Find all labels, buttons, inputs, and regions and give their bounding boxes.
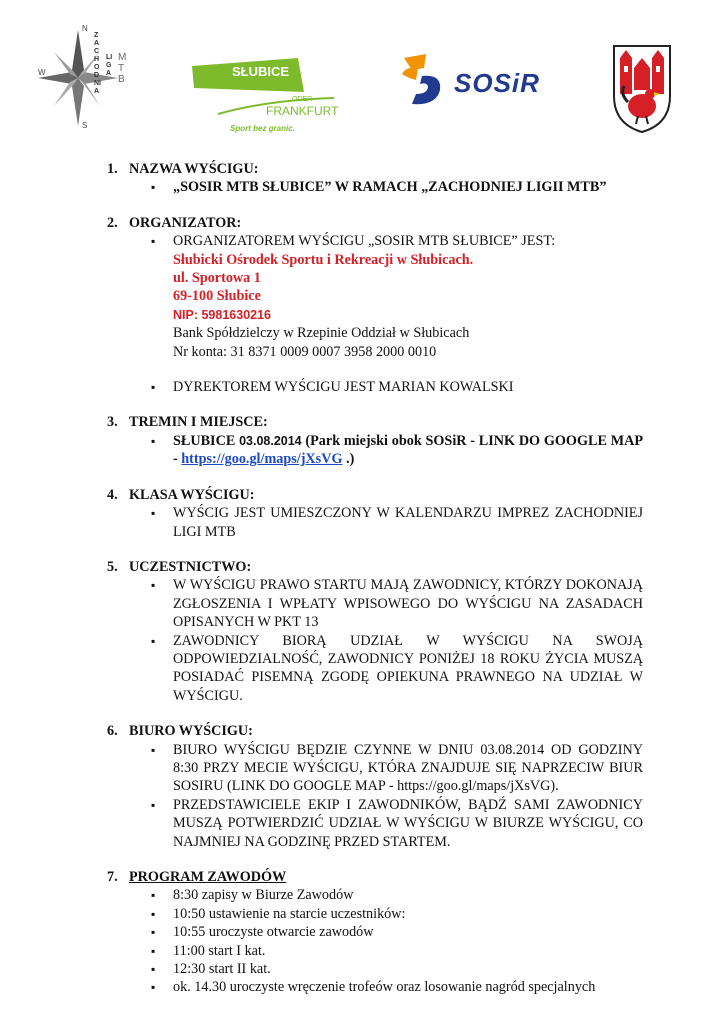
compass-s: S <box>82 121 88 130</box>
section-title: BIURO WYŚCIGU: <box>129 723 253 740</box>
google-map-link[interactable]: https://goo.gl/maps/jXsVG <box>181 451 343 468</box>
section-participation <box>107 558 643 705</box>
compass-col3: MTB <box>118 52 127 85</box>
list-item: ▪ WYŚCIG JEST UMIESZCZONY W KALENDARZU IMPREZ ZACHODNIEJ LIGI MTB <box>151 504 643 541</box>
list-item: ▪ DYREKTOREM WYŚCIGU JEST MARIAN KOWALSKI <box>151 378 643 396</box>
section-title: TREMIN I MIEJSCE: <box>129 414 268 431</box>
list-item: ▪ W WYŚCIGU PRAWO STARTU MAJĄ ZAWODNICY, KTÓRZY DOKONAJĄ ZGŁOSZENIA I WPŁATY WPISOWEGO DO WYŚCIGU NA ZASADACH OPISANYCH W PKT 13 <box>151 576 643 631</box>
zachodnia-liga-mtb-logo <box>30 22 135 132</box>
compass-n: N <box>82 24 88 33</box>
list-item: ▪ 10:55 uroczyste otwarcie zawodów <box>151 923 643 941</box>
section-number: 6. <box>107 723 118 740</box>
list-item: ▪ ZAWODNICY BIORĄ UDZIAŁ W WYŚCIGU NA SWOJĄ ODPOWIEDZIALNOŚĆ, ZAWODNICY PONIŻEJ 18 ROKU ŻYCIA MUSZĄ POSIADAĆ PISEMNĄ ZGODĘ OPIEKUNA PRAWNEGO NA UDZIAŁ W WYŚCIGU. <box>151 632 643 706</box>
list-item: ▪ PRZEDSTAWICIELE EKIP I ZAWODNIKÓW, BĄDŹ SAMI ZAWODNICY MUSZĄ POTWIERDZIĆ UDZIAŁ W WYŚCIGU W BIURZE WYŚCIGU, CO NAJMNIEJ NA GODZINĘ PRZED STARTEM. <box>151 796 643 851</box>
place-description: (Park miejski obok SOSiR - LINK DO GOOGLE MAP - <box>173 432 644 468</box>
organizer-city: 69-100 Słubice <box>173 288 261 305</box>
slubice-coat-of-arms <box>612 44 672 134</box>
section-title: KLASA WYŚCIGU: <box>129 486 255 503</box>
frankfurt-label: FRANKFURT <box>266 104 339 118</box>
slubice-tagline: Sport bez granic. <box>230 124 295 133</box>
organizer-intro: ▪ ORGANIZATOREM WYŚCIGU „SOSIR MTB SŁUBICE” JEST: <box>173 233 556 250</box>
sosir-logo <box>396 52 556 112</box>
date-text: 03.08.2014 <box>239 433 302 448</box>
organizer-street: ul. Sportowa 1 <box>173 270 261 287</box>
sosir-name: SOSiR <box>454 68 540 98</box>
section-number: 4. <box>107 486 118 503</box>
compass-w: W <box>38 68 46 77</box>
logo-bar <box>0 22 725 142</box>
list-item <box>151 232 643 361</box>
organizer-bank: Bank Spółdzielczy w Rzepinie Oddział w Słubicach <box>173 325 470 342</box>
section-title: NAZWA WYŚCIGU: <box>129 161 259 177</box>
list-item: ▪ BIURO WYŚCIGU BĘDZIE CZYNNE W DNIU 03.08.2014 OD GODZINY 8:30 PRZY MECIE WYŚCIGU, KTÓRA ZNAJDUJE SIĘ NAPRZECIW BIUR SOSIRU (LINK DO GOOGLE MAP - https://goo.gl/maps/jXsVG). <box>151 741 643 796</box>
section-number: 7. <box>107 869 118 885</box>
sosir-emblem-icon <box>396 52 456 112</box>
section-number: 1. <box>107 161 118 177</box>
section-title: ORGANIZATOR: <box>129 214 242 231</box>
list-item: ▪ 11:00 start I kat. <box>151 942 643 960</box>
organizer-nip <box>173 306 643 324</box>
section-race-name <box>107 160 643 197</box>
list-item: ▪ „SOSIR MTB SŁUBICE” W RAMACH „ZACHODNIEJ LIGII MTB” <box>151 178 643 196</box>
section-title: UCZESTNICTWO: <box>129 558 252 575</box>
place-tail: .) <box>342 451 355 468</box>
list-item: ▪ 8:30 zapisy w Biurze Zawodów <box>151 886 643 904</box>
list-item: ▪ 10:50 ustawienie na starcie uczestników: <box>151 905 643 923</box>
organizer-name: Słubicki Ośrodek Sportu i Rekreacji w Słubicach. <box>173 251 474 268</box>
compass-col2: LIGA <box>106 54 113 77</box>
section-number: 3. <box>107 414 118 431</box>
coat-of-arms-icon <box>612 44 672 134</box>
list-item: ▪ 12:30 start II kat. <box>151 960 643 978</box>
list-item <box>151 432 643 469</box>
section-title: PROGRAM ZAWODÓW <box>129 869 287 885</box>
nip-label: NIP: <box>173 307 202 322</box>
nip-value: 5981630216 <box>201 307 272 322</box>
account-label: Nr konta: <box>173 343 231 360</box>
section-number: 2. <box>107 214 118 231</box>
section-race-office <box>107 722 643 851</box>
section-race-class <box>107 486 643 541</box>
section-organizer <box>107 214 643 397</box>
list-item: ▪ ok. 14.30 uroczyste wręczenie trofeów oraz losowanie nagród specjalnych <box>151 978 643 996</box>
organizer-account <box>173 343 643 361</box>
compass-col1: ZACHODNIA <box>94 32 101 95</box>
section-date-place <box>107 413 643 468</box>
place-text: SŁUBICE <box>173 432 240 449</box>
section-program <box>107 868 643 997</box>
regulations-document <box>107 160 643 1014</box>
oder-label: ODER <box>292 96 313 103</box>
section-number: 5. <box>107 558 118 575</box>
slubice-name: SŁUBICE <box>232 64 290 79</box>
account-value: 31 8371 0009 0007 3958 2000 0010 <box>230 343 437 360</box>
slubice-frankfurt-logo <box>188 58 338 136</box>
